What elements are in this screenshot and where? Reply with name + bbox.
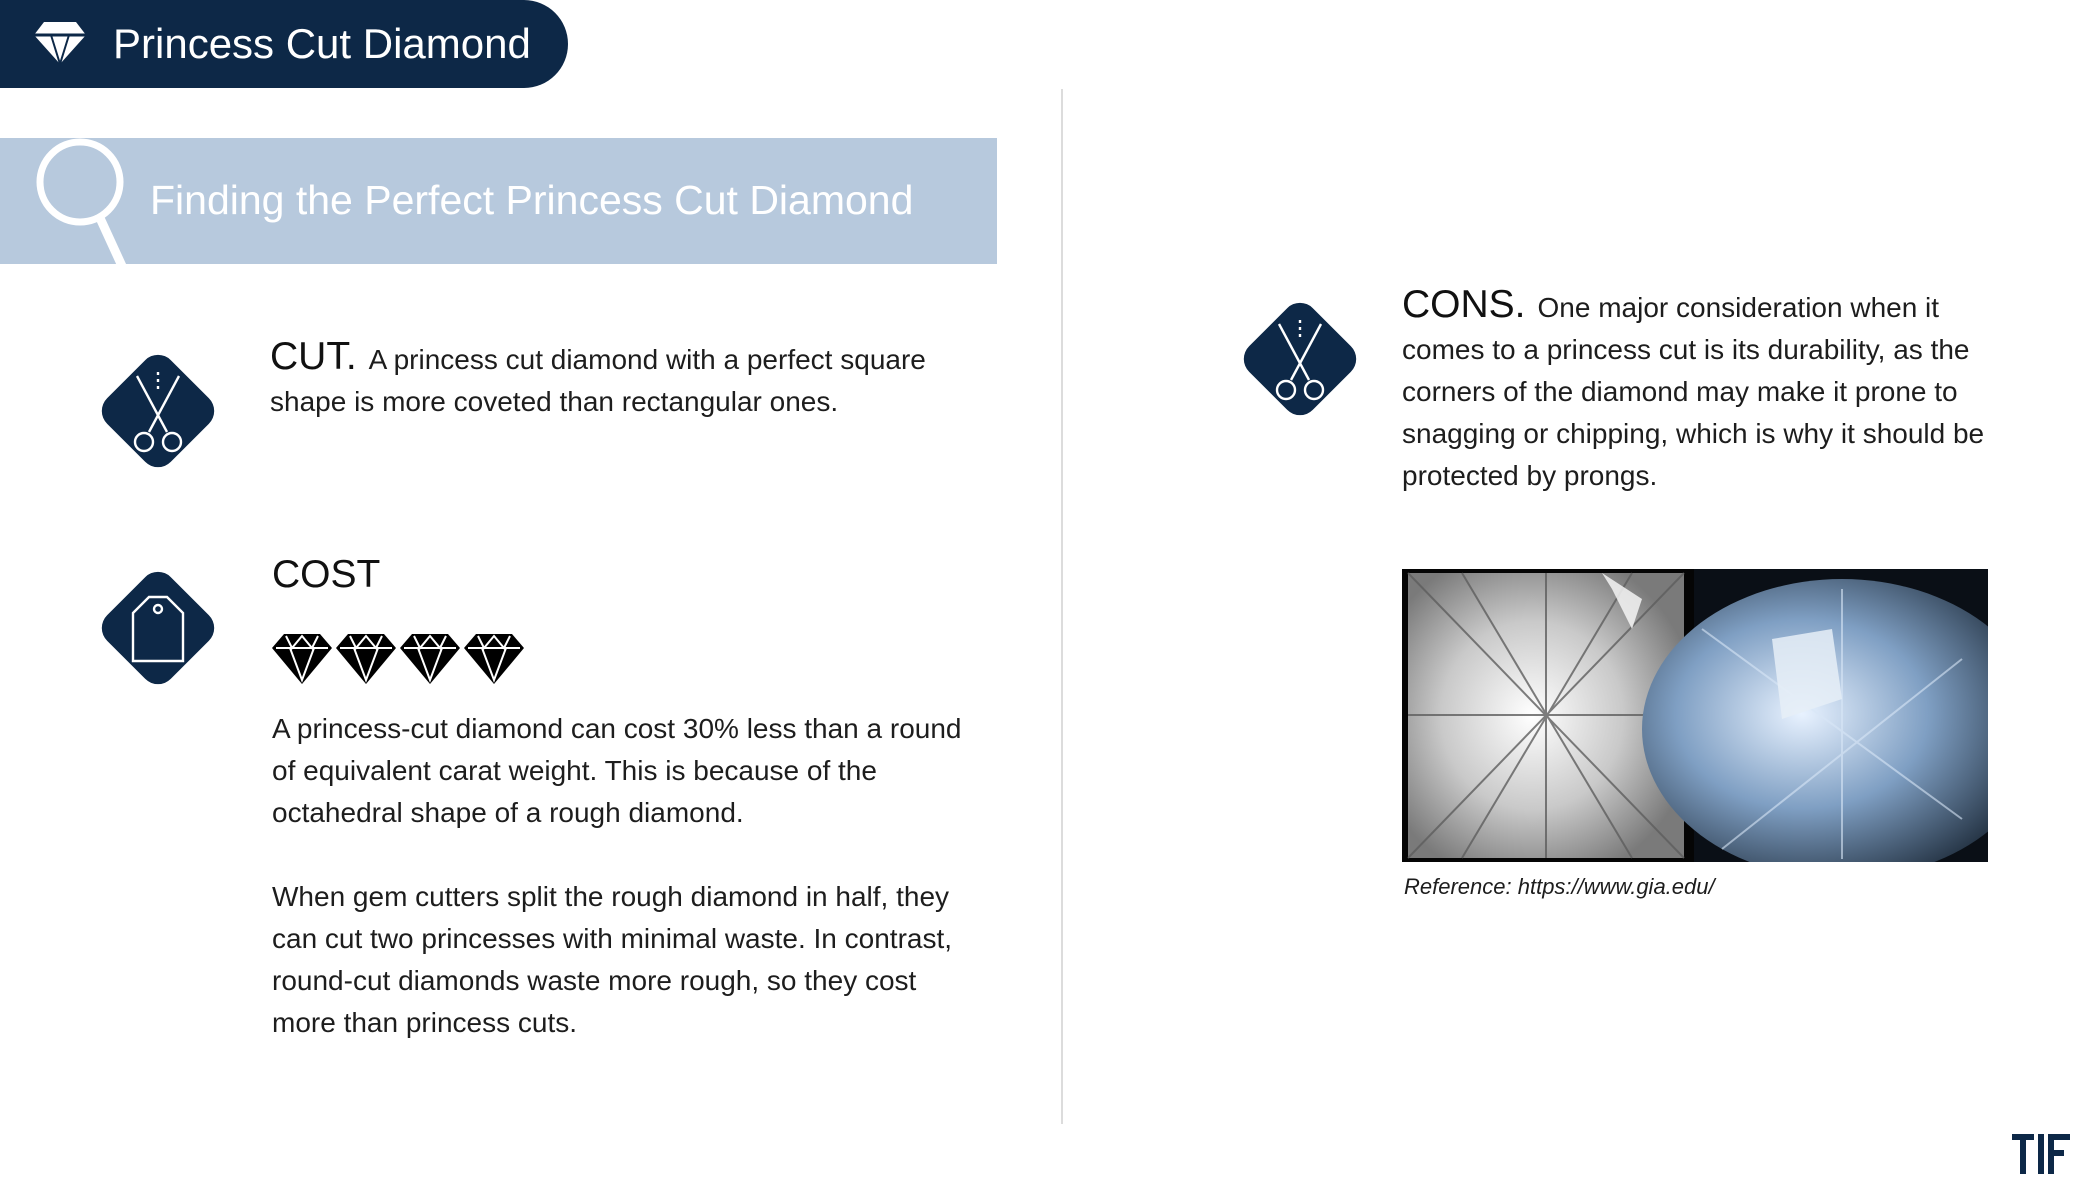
section-title: Finding the Perfect Princess Cut Diamond — [150, 177, 914, 223]
brand-logo — [2012, 1132, 2080, 1176]
diamond-icon — [400, 634, 460, 684]
cons-text: One major consideration when it comes to a princess cut is its durability, as the corners of the diamond may make it prone to snagging or chipping, which is why it should be protected by prongs. — [1402, 292, 1985, 491]
cut-text: A princess cut diamond with a perfect square shape is more coveted than rectangular ones. — [270, 344, 926, 417]
scissors-icon — [89, 342, 227, 480]
cut-description — [270, 334, 980, 423]
diamond-photo — [1402, 569, 1988, 862]
cost-description — [272, 708, 972, 1044]
cost-label: COST — [272, 553, 381, 596]
price-tag-icon — [89, 559, 227, 697]
reference-caption: Reference: https://www.gia.edu/ — [1404, 874, 1715, 899]
magnifier-icon — [28, 132, 138, 268]
cost-rating — [270, 628, 530, 686]
diamond-icon — [464, 634, 524, 684]
cost-paragraph-2: When gem cutters split the rough diamond in half, they can cut two princesses with minimal waste. In contrast, round-cut diamonds waste more rough, so they cost more than princess cuts. — [272, 881, 953, 1038]
cut-label: CUT. — [270, 335, 357, 378]
scissors-icon — [1231, 290, 1369, 428]
page-title: Princess Cut Diamond — [113, 20, 531, 67]
column-divider — [1061, 89, 1063, 1124]
diamond-icon — [336, 634, 396, 684]
cons-label: CONS. — [1402, 283, 1526, 326]
cost-paragraph-1: A princess-cut diamond can cost 30% less than a round of equivalent carat weight. This is because of the octahedral shape of a rough diamond. — [272, 713, 962, 828]
cons-description — [1402, 282, 2022, 497]
diamond-icon — [34, 20, 86, 64]
diamond-icon — [272, 634, 332, 684]
